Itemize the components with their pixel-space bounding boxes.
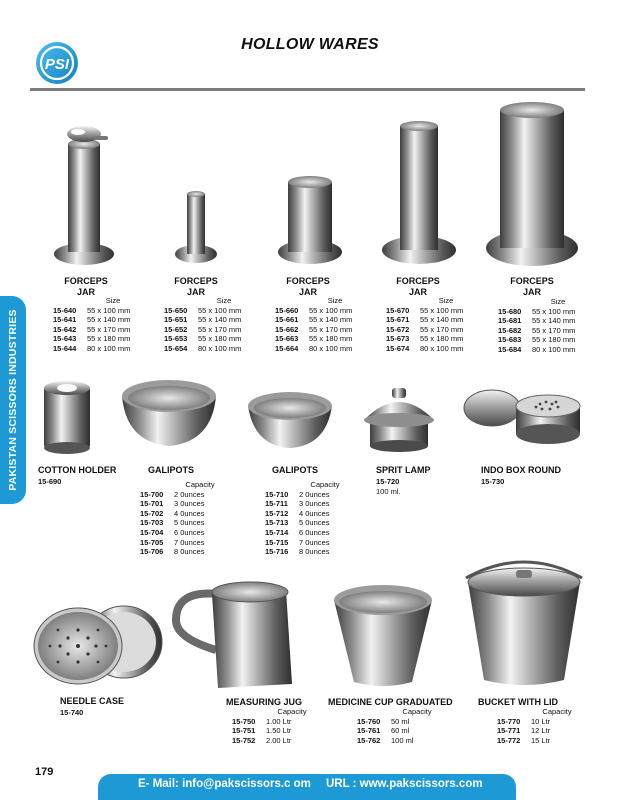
sprit-lamp-volume: 100 ml. (376, 487, 401, 496)
forceps-2-spec (164, 296, 262, 354)
footer-url[interactable]: URL : www.pakscissors.com (326, 778, 483, 790)
spec-row: 15-653 55 x 180 mm (164, 334, 242, 344)
sprit-lamp-title: SPRIT LAMP (376, 465, 431, 475)
spec-row: 15-713 5 0unces (265, 518, 330, 528)
spec-row: 15-715 7 0unces (265, 537, 330, 547)
indo-box-image (462, 382, 586, 454)
cotton-holder-title: COTTON HOLDER (38, 465, 117, 475)
spec-row: 15-684 80 x 100 mm (498, 344, 576, 354)
size-label: Size (327, 296, 343, 305)
size-label: Size (438, 296, 454, 305)
medicine-cup-title: MEDICINE CUP GRADUATED (328, 697, 453, 707)
spec-row: 15-662 55 x 170 mm (275, 324, 353, 334)
bucket-title: BUCKET WITH LID (478, 697, 558, 707)
forceps-jar-5-image (482, 100, 582, 268)
spec-row: 15-770 10 Ltr (497, 716, 551, 726)
spec-row: 15-701 3 0unces (140, 499, 205, 509)
forceps-jar-2-image (172, 188, 220, 268)
spec-row: 15-663 55 x 180 mm (275, 334, 353, 344)
spec-row: 15-716 8 0unces (265, 547, 330, 557)
spec-row: 15-771 12 Ltr (497, 726, 551, 736)
spec-row: 15-762 100 ml (357, 735, 414, 745)
needle-case-title: NEEDLE CASE (60, 696, 125, 706)
spec-row: 15-702 4 0unces (140, 508, 205, 518)
forceps-1-title: FORCEPS JAR (64, 276, 108, 297)
footer-email[interactable]: E- Mail: info@pakscissors.c om (138, 778, 311, 790)
spec-row: 15-651 55 x 140 mm (164, 315, 242, 325)
sprit-lamp-image (358, 380, 440, 454)
spec-row: 15-682 55 x 170 mm (498, 325, 576, 335)
forceps-1-spec (53, 296, 151, 354)
logo-text: PSI (44, 56, 70, 73)
measuring-jug-image (170, 576, 300, 694)
spec-row: 15-714 6 0unces (265, 527, 330, 537)
galipot-a-title: GALIPOTS (148, 465, 195, 475)
forceps-jar-4-image (378, 118, 460, 268)
medicine-cup-spec (357, 707, 447, 745)
psi-logo (34, 40, 80, 86)
size-label: Size (105, 296, 121, 305)
spec-row: 15-674 80 x 100 mm (386, 343, 464, 353)
medicine-cup-image (330, 580, 436, 690)
capacity-label: Capacity (185, 480, 215, 489)
indo-box-code: 15-730 (481, 477, 505, 486)
sprit-lamp-code: 15-720 (376, 477, 400, 486)
spec-row: 15-703 5 0unces (140, 518, 205, 528)
forceps-3-title: FORCEPS JAR (286, 276, 330, 297)
galipot-a-spec (140, 480, 230, 557)
spec-row: 15-672 55 x 170 mm (386, 324, 464, 334)
size-label: Size (550, 297, 566, 306)
spec-row: 15-644 80 x 100 mm (53, 343, 131, 353)
spec-row: 15-704 6 0unces (140, 527, 205, 537)
cotton-holder-image (38, 376, 96, 456)
page-title: HOLLOW WARES (241, 36, 379, 53)
spec-row: 15-681 55 x 140 mm (498, 316, 576, 326)
spec-row: 15-712 4 0unces (265, 508, 330, 518)
spec-row: 15-711 3 0unces (265, 499, 330, 509)
galipot-a-image (116, 372, 222, 452)
spec-row: 15-652 55 x 170 mm (164, 324, 242, 334)
galipot-b-title: GALIPOTS (272, 465, 319, 475)
capacity-label: Capacity (277, 707, 307, 716)
spec-row: 15-640 55 x 100 mm (53, 305, 131, 315)
capacity-label: Capacity (542, 707, 572, 716)
bucket-image (458, 556, 590, 692)
forceps-jar-1-image (48, 122, 120, 268)
spec-row: 15-650 55 x 100 mm (164, 305, 242, 315)
spec-row: 15-660 55 x 100 mm (275, 305, 353, 315)
forceps-jar-3-image (274, 174, 346, 268)
spec-row: 15-643 55 x 180 mm (53, 334, 131, 344)
measuring-jug-title: MEASURING JUG (226, 697, 303, 707)
capacity-label: Capacity (310, 480, 340, 489)
forceps-3-spec (275, 296, 373, 354)
bucket-spec (497, 707, 587, 745)
spec-row: 15-673 55 x 180 mm (386, 334, 464, 344)
spec-row: 15-642 55 x 170 mm (53, 324, 131, 334)
indo-box-title: INDO BOX ROUND (481, 465, 562, 475)
page-number: 179 (35, 766, 54, 778)
spec-row: 15-761 60 ml (357, 726, 410, 736)
forceps-4-spec (386, 296, 484, 354)
spec-row: 15-700 2 0unces (140, 489, 205, 499)
capacity-label: Capacity (402, 707, 432, 716)
galipot-b-image (244, 384, 336, 452)
spec-row: 15-760 50 ml (357, 716, 410, 726)
spec-row: 15-751 1.50 Ltr (232, 726, 292, 736)
spec-row: 15-752 2.00 Ltr (232, 735, 292, 745)
spec-row: 15-683 55 x 180 mm (498, 335, 576, 345)
spec-row: 15-710 2 0unces (265, 489, 330, 499)
spec-row: 15-750 1.00 Ltr (232, 716, 292, 726)
forceps-2-title: FORCEPS JAR (174, 276, 218, 297)
spec-row: 15-671 55 x 140 mm (386, 315, 464, 325)
forceps-5-title: FORCEPS JAR (510, 276, 554, 297)
spec-row: 15-680 55 x 100 mm (498, 306, 576, 316)
forceps-4-title: FORCEPS JAR (396, 276, 440, 297)
spec-row: 15-654 80 x 100 mm (164, 343, 242, 353)
spec-row: 15-661 55 x 140 mm (275, 315, 353, 325)
spec-row: 15-706 8 0unces (140, 547, 205, 557)
forceps-5-spec (498, 297, 596, 355)
spec-row: 15-772 15 Ltr (497, 735, 551, 745)
spec-row: 15-641 55 x 140 mm (53, 315, 131, 325)
needle-case-code: 15-740 (60, 708, 84, 717)
cotton-holder-code: 15-690 (38, 477, 62, 486)
measuring-jug-spec (232, 707, 322, 745)
spec-row: 15-670 55 x 100 mm (386, 305, 464, 315)
galipot-b-spec (265, 480, 355, 557)
needle-case-image (32, 600, 164, 686)
size-label: Size (216, 296, 232, 305)
spec-row: 15-664 80 x 100 mm (275, 343, 353, 353)
header-divider (30, 88, 585, 91)
spec-row: 15-705 7 0unces (140, 537, 205, 547)
side-tab-label: PAKISTAN SCISSORS INDUSTRIES (7, 309, 19, 491)
